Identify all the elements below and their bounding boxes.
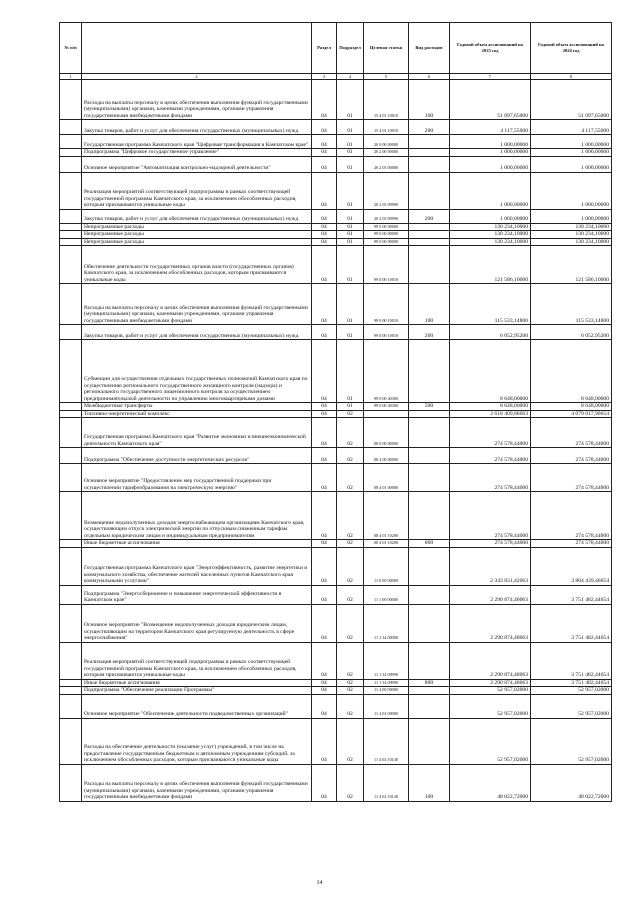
cell-vr [409,149,450,157]
cell-num [60,585,82,604]
cell-podrazdel: 02 [337,642,364,679]
table-row [60,642,612,679]
table-row [60,418,612,448]
cell-2023: 52 957,02000 [450,694,531,718]
cell-razdel: 04 [312,410,337,418]
cell-name: Субвенции для осуществления отдельных государственных полномочий Камчатского края по осуществлению регионального государственного жилищного контроля (надзора) и регионального государственного лицензионного контроля за осуществлением предпринимательской деятельности по управлению многоквартирными домами [82,340,312,403]
cell-num [60,209,82,223]
cell-podrazdel: 01 [337,149,364,157]
cell-2023: 274 578,44000 [450,464,531,492]
col-number: 3 [312,74,337,80]
cell-vr [409,172,450,209]
cell-csr: 20 0 00 00000 [364,135,409,149]
cell-2024: 51 097,65000 [531,80,612,120]
cell-podrazdel: 01 [337,156,364,172]
cell-podrazdel: 01 [337,325,364,340]
col-number: 2 [82,74,312,80]
cell-podrazdel: 02 [337,540,364,548]
cell-name: Государственная программа Камчатского края "Цифровая трансформация в Камчатском крае" [82,135,312,149]
cell-name: Расходы на выплаты персоналу в целях обеспечения выполнения функций государственными (муниципальными) органами, казенными учреждениями, органами управления государственными внебюджетными фондами [82,764,312,801]
cell-razdel: 04 [312,156,337,172]
cell-razdel: 04 [312,585,337,604]
cell-name: Расходы на обеспечение деятельности (оказание услуг) учреждений, в том числе на предоставление государственным бюджетным и автономным учреждениям субсидий, за исключением обособленных расходов, которым присваиваются уникальные коды [82,718,312,764]
cell-2023: 4 117,55000 [450,120,531,135]
table-row [60,679,612,687]
cell-razdel: 04 [312,718,337,764]
col-number: 7 [450,74,531,80]
table-row [60,231,612,239]
cell-num [60,80,82,120]
cell-name: Подпрограмма "Обеспечение доступности энергетических ресурсов" [82,448,312,464]
cell-2024: 3 804 439,46654 [531,547,612,585]
cell-razdel: 04 [312,80,337,120]
cell-podrazdel: 01 [337,231,364,239]
cell-num [60,764,82,801]
cell-name: Основное мероприятие "Автоматизация контрольно-надзорной деятельности" [82,156,312,172]
table-row [60,284,612,325]
cell-num [60,135,82,149]
cell-2023: 2 290 874,40063 [450,642,531,679]
cell-csr: 08 4 01 00000 [364,464,409,492]
table-row [60,687,612,695]
cell-name: Государственная программа Камчатского края "Развитие экономики и внешнеэкономической деятельности Камчатского края" [82,418,312,448]
cell-num [60,403,82,411]
table-row [60,120,612,135]
cell-vr [409,694,450,718]
cell-num [60,120,82,135]
cell-2024: 3 751 482,44654 [531,679,612,687]
cell-num [60,547,82,585]
cell-podrazdel: 02 [337,604,364,642]
cell-2023: 130 234,10000 [450,223,531,231]
cell-podrazdel: 02 [337,410,364,418]
cell-razdel: 04 [312,694,337,718]
cell-2023: 121 586,10000 [450,246,531,284]
cell-razdel: 04 [312,604,337,642]
cell-vr [409,223,450,231]
cell-name: Закупка товаров, работ и услуг для обеспечения государственных (муниципальных) нужд [82,325,312,340]
cell-vr: 200 [409,209,450,223]
cell-2024: 4 117,55000 [531,120,612,135]
cell-razdel: 04 [312,238,337,246]
cell-2023: 52 957,02000 [450,718,531,764]
cell-2023: 51 097,65000 [450,80,531,120]
cell-podrazdel: 02 [337,585,364,604]
cell-2023: 274 578,44000 [450,418,531,448]
cell-2024: 1 000,00000 [531,135,612,149]
table-row [60,694,612,718]
cell-num [60,718,82,764]
cell-2023: 115 533,14800 [450,284,531,325]
cell-vr [409,410,450,418]
header-num: № п/п [60,23,82,74]
table-row [60,718,612,764]
cell-vr [409,238,450,246]
table-row [60,246,612,284]
table-row [60,156,612,172]
cell-2024: 274 578,44000 [531,418,612,448]
cell-razdel: 04 [312,209,337,223]
cell-razdel: 04 [312,231,337,239]
cell-csr: 99 0 00 00000 [364,223,409,231]
cell-csr: 99 0 00 10010 [364,284,409,325]
cell-vr [409,448,450,464]
cell-razdel: 04 [312,135,337,149]
cell-csr: 11 0 00 00000 [364,547,409,585]
cell-2024: 8 648,00000 [531,340,612,403]
cell-razdel: 04 [312,448,337,464]
cell-num [60,325,82,340]
cell-vr [409,585,450,604]
cell-2024: 3 751 482,44654 [531,585,612,604]
cell-csr: 99 0 00 10010 [364,246,409,284]
cell-2024: 115 533,14800 [531,284,612,325]
cell-name: Основное мероприятие "Предоставление мер государственной поддержки при осуществлении тарифообразования на электрическую энергию" [82,464,312,492]
cell-num [60,604,82,642]
table-row [60,492,612,540]
cell-name: Подпрограмма "Энергосбережение и повышение энергетической эффективности в Камчатском крае" [82,585,312,604]
budget-table-sheet [59,22,611,802]
cell-2024: 3 751 482,44654 [531,604,612,642]
cell-name: Закупка товаров, работ и услуг для обеспечения государственных (муниципальных) нужд [82,120,312,135]
cell-csr [364,410,409,418]
cell-num [60,642,82,679]
cell-podrazdel: 02 [337,418,364,448]
cell-csr: 99 0 00 40300 [364,340,409,403]
cell-razdel: 04 [312,418,337,448]
cell-podrazdel: 01 [337,340,364,403]
cell-2024: 130 234,10000 [531,238,612,246]
cell-vr [409,642,450,679]
table-row [60,135,612,149]
cell-name: Иные бюджетные ассигнования [82,540,312,548]
table-row [60,238,612,246]
cell-2024: 274 578,44000 [531,492,612,540]
col-number: 6 [409,74,450,80]
cell-name: Топливно-энергетический комплекс [82,410,312,418]
cell-2024: 52 957,02000 [531,687,612,695]
cell-csr: 11 1 34 09990 [364,679,409,687]
cell-vr [409,604,450,642]
cell-csr: 08 4 01 10200 [364,540,409,548]
cell-num [60,238,82,246]
cell-vr: 200 [409,120,450,135]
cell-vr [409,718,450,764]
cell-podrazdel: 01 [337,80,364,120]
cell-2023: 2 618 409,86063 [450,410,531,418]
cell-2023: 1 000,00000 [450,156,531,172]
cell-name: Реализация мероприятий соответствующей подпрограммы в рамках соответствующей государственной программы Камчатского края, за исключением обособленных расходов, которым присваиваются уникальные коды [82,172,312,209]
cell-2024: 121 586,10000 [531,246,612,284]
cell-name: Расходы на выплаты персоналу в целях обеспечения выполнения функций государственными (муниципальными) органами, казенными учреждениями, органами управления государственными внебюджетными фондами [82,80,312,120]
cell-vr: 200 [409,325,450,340]
cell-num [60,340,82,403]
cell-2024: 3 751 482,44654 [531,642,612,679]
cell-2023: 130 234,10000 [450,231,531,239]
cell-2023: 2 290 874,40063 [450,604,531,642]
cell-2024: 1 000,00000 [531,156,612,172]
page-number: 14 [316,880,323,886]
cell-name: Иные бюджетные ассигнования [82,679,312,687]
cell-csr: 08 0 00 00000 [364,418,409,448]
cell-csr: 15 4 01 10010 [364,80,409,120]
cell-podrazdel: 02 [337,687,364,695]
cell-vr [409,156,450,172]
header-2024: Годовой объем ассигнований на 2024 год [531,23,612,74]
budget-table [59,22,612,802]
cell-2024: 1 000,00000 [531,172,612,209]
cell-num [60,418,82,448]
table-row [60,540,612,548]
cell-2023: 52 957,02000 [450,687,531,695]
cell-2023: 2 290 874,40063 [450,679,531,687]
table-row [60,325,612,340]
cell-razdel: 04 [312,325,337,340]
cell-2023: 130 234,10000 [450,238,531,246]
cell-csr: 20 2 03 09990 [364,209,409,223]
cell-num [60,246,82,284]
cell-podrazdel: 02 [337,547,364,585]
cell-csr: 11 1 34 09990 [364,642,409,679]
cell-2023: 48 022,72000 [450,764,531,801]
cell-2023: 1 000,00000 [450,209,531,223]
cell-name: Реализация мероприятий соответствующей подпрограммы в рамках соответствующей государственной программы Камчатского края, за исключением обособленных расходов, которым присваиваются уникальные коды [82,642,312,679]
cell-num [60,679,82,687]
cell-podrazdel: 02 [337,694,364,718]
cell-name: Расходы на выплаты персоналу в целях обеспечения выполнения функций государственными (муниципальными) органами, казенными учреждениями, органами управления государственными внебюджетными фондами [82,284,312,325]
cell-2023: 8 648,00000 [450,340,531,403]
cell-num [60,694,82,718]
cell-name: Закупка товаров, работ и услуг для обеспечения государственных (муниципальных) нужд [82,209,312,223]
cell-vr [409,464,450,492]
cell-num [60,448,82,464]
cell-2023: 274 578,44000 [450,448,531,464]
cell-podrazdel: 01 [337,172,364,209]
header-name [82,23,312,74]
cell-vr [409,246,450,284]
cell-razdel: 04 [312,464,337,492]
header-podrazdel: Подраздел [337,23,364,74]
cell-podrazdel: 01 [337,246,364,284]
table-row [60,223,612,231]
col-number: 8 [531,74,612,80]
cell-csr: 20 2 03 00000 [364,156,409,172]
cell-name: Основное мероприятие "Обеспечение деятельности подведомственных организаций" [82,694,312,718]
cell-podrazdel: 02 [337,448,364,464]
cell-razdel: 04 [312,547,337,585]
cell-2024: 1 000,00000 [531,149,612,157]
cell-podrazdel: 01 [337,284,364,325]
cell-2024: 130 234,10000 [531,231,612,239]
cell-num [60,687,82,695]
cell-csr: 20 2 00 00000 [364,149,409,157]
cell-2023: 1 000,00000 [450,172,531,209]
cell-2024: 52 957,02000 [531,694,612,718]
cell-podrazdel: 02 [337,464,364,492]
cell-podrazdel: 01 [337,209,364,223]
cell-razdel: 04 [312,492,337,540]
cell-name: Подпрограмма "Цифровое государственное управление" [82,149,312,157]
cell-vr: 100 [409,284,450,325]
cell-num [60,172,82,209]
cell-2024: 1 000,00000 [531,209,612,223]
cell-csr: 99 0 00 10010 [364,325,409,340]
cell-vr [409,418,450,448]
cell-razdel: 04 [312,687,337,695]
cell-vr: 500 [409,403,450,411]
table-row [60,340,612,403]
cell-podrazdel: 01 [337,403,364,411]
cell-razdel: 04 [312,172,337,209]
cell-csr: 20 2 03 09990 [364,172,409,209]
cell-vr: 800 [409,679,450,687]
cell-num [60,231,82,239]
cell-name: Государственная программа Камчатского края "Энергоэффективность, развитие энергетики и коммунального хозяйства, обеспечение жителей населенных пунктов Камчатского края коммунальными услугами" [82,547,312,585]
cell-num [60,410,82,418]
cell-2023: 1 000,00000 [450,149,531,157]
cell-vr [409,687,450,695]
cell-podrazdel: 01 [337,135,364,149]
cell-name: Обеспечение деятельности государственных органов власти (государственных органов) Камчатского края, за исключением обособленных расходов, которым присваиваются уникальные коды [82,246,312,284]
cell-name: Межбюджетные трансферты [82,403,312,411]
cell-num [60,149,82,157]
table-row [60,149,612,157]
cell-vr [409,340,450,403]
cell-vr [409,231,450,239]
header-razdel: Раздел [312,23,337,74]
cell-razdel: 04 [312,540,337,548]
table-row [60,448,612,464]
cell-razdel: 04 [312,679,337,687]
cell-csr: 15 4 01 10010 [364,120,409,135]
cell-vr: 100 [409,80,450,120]
cell-2023: 2 290 874,40063 [450,585,531,604]
cell-2024: 6 052,95200 [531,325,612,340]
table-row [60,172,612,209]
cell-razdel: 04 [312,340,337,403]
cell-podrazdel: 02 [337,679,364,687]
cell-csr: 11 4 02 10140 [364,718,409,764]
cell-vr: 800 [409,540,450,548]
cell-podrazdel: 02 [337,718,364,764]
cell-csr: 99 0 00 40300 [364,403,409,411]
cell-podrazdel: 01 [337,238,364,246]
cell-vr [409,492,450,540]
cell-name: Подпрограмма "Обеспечение реализации Программы" [82,687,312,695]
cell-2024: 274 578,44000 [531,540,612,548]
cell-2023: 2 343 831,42063 [450,547,531,585]
table-row [60,209,612,223]
cell-podrazdel: 02 [337,492,364,540]
cell-podrazdel: 02 [337,764,364,801]
table-row [60,604,612,642]
cell-podrazdel: 01 [337,223,364,231]
cell-razdel: 04 [312,120,337,135]
table-row [60,80,612,120]
cell-num [60,492,82,540]
cell-2024: 130 234,10000 [531,223,612,231]
cell-num [60,464,82,492]
cell-2024: 52 957,02000 [531,718,612,764]
cell-2023: 274 578,44000 [450,540,531,548]
col-number: 5 [364,74,409,80]
cell-num [60,540,82,548]
cell-name: Возмещение недополученных доходов энергоснабжающим организациям Камчатского края, осуществляющим отпуск электрической энергии по отпускным сниженным тарифам отдельным юридическим лицам и индивидуальным предпринимателям [82,492,312,540]
cell-podrazdel: 01 [337,120,364,135]
cell-2023: 274 578,44000 [450,492,531,540]
cell-num [60,284,82,325]
cell-razdel: 04 [312,223,337,231]
table-body [60,80,612,802]
table-row [60,547,612,585]
cell-name: Непрограммные расходы [82,223,312,231]
cell-name: Непрограммные расходы [82,238,312,246]
cell-vr [409,547,450,585]
table-row [60,403,612,411]
cell-2023: 8 648,00000 [450,403,531,411]
table-row [60,585,612,604]
cell-razdel: 04 [312,764,337,801]
header-vr: Вид расходов [409,23,450,74]
header-csr: Целевая статья [364,23,409,74]
cell-num [60,223,82,231]
cell-razdel: 04 [312,284,337,325]
cell-2024: 48 022,72000 [531,764,612,801]
cell-vr: 100 [409,764,450,801]
cell-csr: 99 0 00 00000 [364,238,409,246]
table-row [60,410,612,418]
cell-2023: 6 052,95200 [450,325,531,340]
cell-razdel: 04 [312,246,337,284]
cell-csr: 11 4 00 00000 [364,687,409,695]
cell-num [60,156,82,172]
col-number: 4 [337,74,364,80]
cell-2024: 274 578,44000 [531,464,612,492]
cell-csr: 11 1 00 00000 [364,585,409,604]
cell-csr: 99 0 00 00000 [364,231,409,239]
cell-csr: 08 4 00 00000 [364,448,409,464]
header-2023: Годовой объем ассигнований на 2023 год [450,23,531,74]
table-row [60,764,612,801]
cell-2024: 4 079 017,90654 [531,410,612,418]
cell-2024: 274 578,44000 [531,448,612,464]
header-row [60,23,612,74]
cell-csr: 08 4 01 10200 [364,492,409,540]
cell-razdel: 04 [312,149,337,157]
cell-name: Непрограммные расходы [82,231,312,239]
cell-razdel: 04 [312,642,337,679]
cell-2024: 8 648,00000 [531,403,612,411]
cell-2023: 1 000,00000 [450,135,531,149]
cell-csr: 11 4 02 00000 [364,694,409,718]
cell-csr: 11 1 34 00000 [364,604,409,642]
cell-name: Основное мероприятие "Возмещение недополученных доходов юридическим лицам, осуществляющим на территории Камчатского края регулируемую деятельность в сфере энергоснабжения" [82,604,312,642]
cell-vr [409,135,450,149]
cell-razdel: 04 [312,403,337,411]
table-row [60,464,612,492]
cell-csr: 11 4 02 10140 [364,764,409,801]
col-number: 1 [60,74,82,80]
